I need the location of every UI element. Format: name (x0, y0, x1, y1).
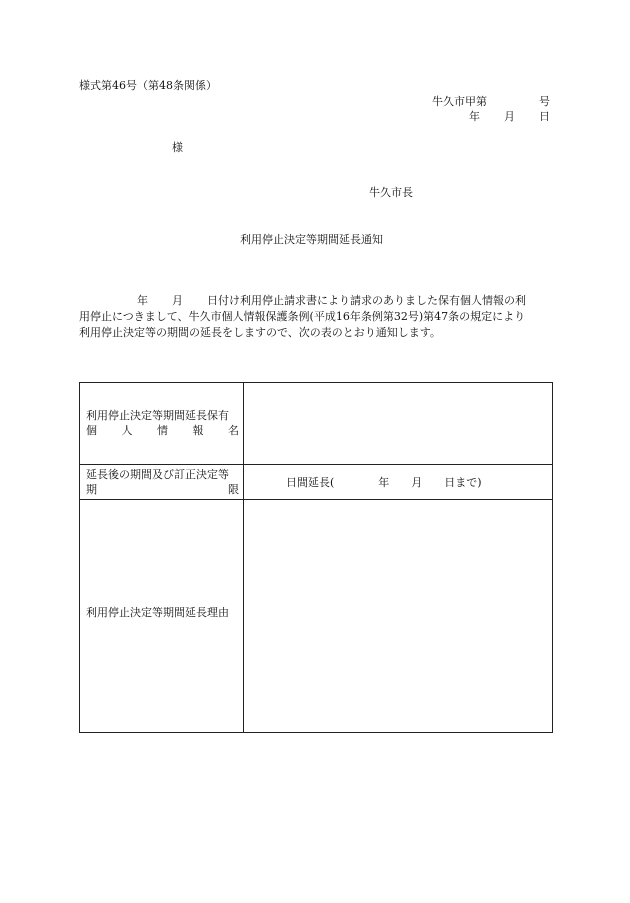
label-char: 名 (228, 424, 239, 437)
date-month: 月 (504, 110, 515, 123)
extended-period-value (286, 476, 482, 490)
table-row-held-info-name (80, 383, 552, 465)
table-row-extension-reason (80, 500, 552, 732)
extension-reason-label-cell (80, 500, 244, 732)
form-number: 様式第46号（第48条関係） (79, 79, 217, 92)
issuer-name: 牛久市長 (369, 186, 413, 199)
body-line-3: 利用停止決定等の期間の延長をしますので、次の表のとおり通知します。 (79, 326, 441, 339)
label-char: 個 (86, 424, 97, 437)
period-prefix: 日間延長( (286, 476, 335, 489)
label-char: 期 (86, 483, 97, 496)
extended-period-label-line1: 延長後の期間及び訂正決定等 (86, 468, 229, 481)
body-line-1-text: 日付け利用停止請求書により請求のありました保有個人情報の利 (207, 294, 526, 307)
table-row-extended-period (80, 465, 552, 500)
label-char: 情 (157, 424, 168, 437)
held-info-name-label-cell (80, 383, 244, 464)
reference-prefix: 牛久市甲第 (432, 95, 487, 108)
date-year: 年 (469, 110, 480, 123)
period-month: 月 (411, 476, 423, 489)
label-char: 人 (121, 424, 133, 437)
addressee-honorific: 様 (172, 141, 183, 154)
date-day: 日 (539, 110, 550, 123)
period-suffix: 日まで) (444, 476, 482, 489)
label-char: 限 (228, 483, 239, 496)
body-paragraph (79, 293, 554, 341)
reference-suffix: 号 (539, 95, 550, 108)
held-info-name-value-cell[interactable] (244, 383, 552, 464)
extension-reason-label: 利用停止決定等期間延長理由 (86, 606, 229, 619)
held-info-name-label-line1: 利用停止決定等期間延長保有 (86, 409, 229, 422)
extension-reason-value-cell[interactable] (244, 500, 552, 732)
document-title: 利用停止決定等期間延長通知 (240, 233, 383, 246)
body-year: 年 (137, 294, 148, 307)
body-line-2: 用停止につきまして、牛久市個人情報保護条例(平成16年条例第32号)第47条の規定により (79, 310, 526, 323)
body-month: 月 (172, 294, 183, 307)
body-line-1 (79, 293, 554, 309)
extended-period-label-line2 (86, 483, 239, 497)
issue-date-line (469, 110, 550, 124)
extended-period-value-cell[interactable] (244, 465, 552, 499)
extended-period-label-cell (80, 465, 244, 499)
extension-details-table (79, 382, 553, 733)
reference-number-line (432, 95, 550, 109)
period-year: 年 (378, 476, 390, 489)
held-info-name-label-line2 (86, 424, 239, 438)
label-char: 報 (192, 424, 204, 437)
